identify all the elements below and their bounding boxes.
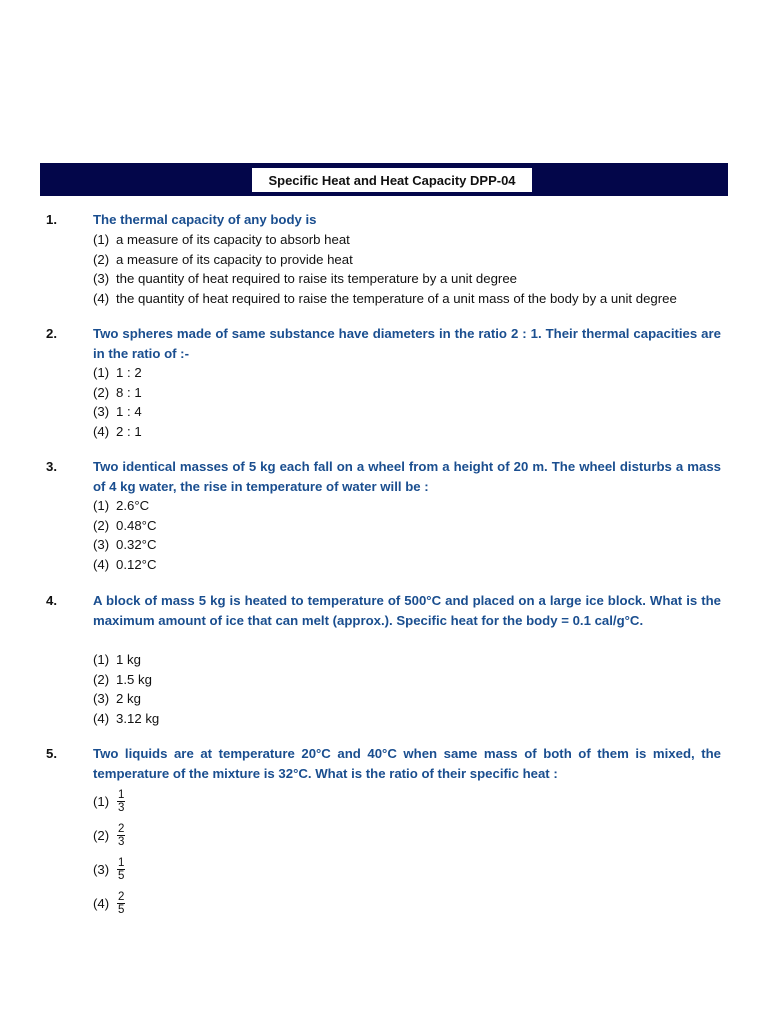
question-text: Two liquids are at temperature 20°C and 40°C when same mass of both of them is mixed, the temperature of the mixture is 32°C. What is the ratio of their specific heat : <box>93 746 721 781</box>
option-2: (2) 8 : 1 <box>93 384 142 400</box>
option-list <box>93 363 733 441</box>
question-text: Two spheres made of same substance have diameters in the ratio 2 : 1. Their thermal capacities are in the ratio of :- <box>93 326 721 361</box>
option-1: (1) 1 : 2 <box>93 365 142 380</box>
question-text: A block of mass 5 kg is heated to temperature of 500°C and placed on a large ice block. What is the maximum amount of ice that can melt (approx.). Specific heat for the body = 0.1 cal/g°C. <box>93 593 721 628</box>
option-4: (4) 3.12 kg <box>93 710 160 726</box>
option-1: (1) 2.6°C <box>93 498 150 513</box>
question-number: 2. <box>46 326 57 341</box>
option-list <box>93 650 733 728</box>
option-list <box>93 784 733 920</box>
option-3: (3) 1 : 4 <box>93 404 142 420</box>
option-1: (1) a measure of its capacity to absorb heat <box>93 232 350 247</box>
question-number: 4. <box>46 593 57 608</box>
option-1: (1) 1 kg <box>93 652 141 667</box>
question-number: 1. <box>46 212 57 227</box>
fraction: $\frac{1}{3}$ <box>118 788 125 814</box>
option-2: (2) a measure of its capacity to provide heat <box>93 251 353 267</box>
question-text: The thermal capacity of any body is <box>93 212 317 227</box>
question-number: 5. <box>46 746 57 761</box>
fraction: $\frac{2}{3}$ <box>118 822 125 848</box>
option-3: (3) the quantity of heat required to raise its temperature by a unit degree <box>93 271 517 287</box>
option-4: (4) the quantity of heat required to raise the temperature of a unit mass of the body by a unit degree <box>93 290 677 306</box>
option-3: (3) 0.32°C <box>93 537 157 553</box>
option-2: (2) 1.5 kg <box>93 671 152 687</box>
fraction: $\frac{1}{5}$ <box>118 856 125 882</box>
option-3: (3) 2 kg <box>93 691 141 707</box>
option-list <box>93 230 733 308</box>
question-text: Two identical masses of 5 kg each fall on a wheel from a height of 20 m. The wheel disturbs a mass of 4 kg water, the rise in temperature of water will be : <box>93 459 721 494</box>
page-title: Specific Heat and Heat Capacity DPP-04 <box>251 167 533 193</box>
option-4: (4) $\frac{2}{5}$ <box>93 890 125 916</box>
option-2: (2) 0.48°C <box>93 517 157 533</box>
option-1: (1) $\frac{1}{3}$ <box>93 788 125 814</box>
option-4: (4) 0.12°C <box>93 556 157 572</box>
option-3: (3) $\frac{1}{5}$ <box>93 856 125 882</box>
option-list <box>93 496 733 574</box>
option-2: (2) $\frac{2}{3}$ <box>93 822 125 848</box>
question-number: 3. <box>46 459 57 474</box>
fraction: $\frac{2}{5}$ <box>118 890 125 916</box>
option-4: (4) 2 : 1 <box>93 423 142 439</box>
